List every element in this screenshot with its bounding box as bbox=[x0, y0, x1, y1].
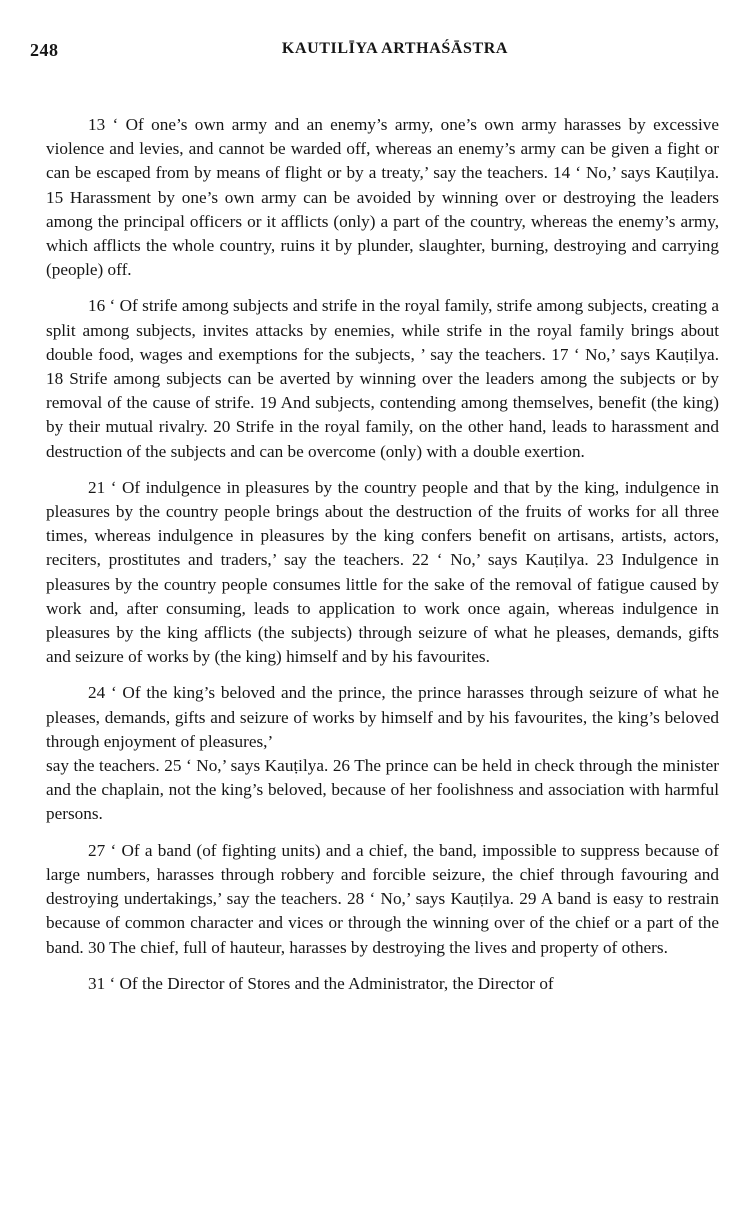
paragraph-31: 31 ‘ Of the Director of Stores and the Administrator, the Director of bbox=[88, 973, 554, 993]
page-header bbox=[30, 40, 720, 66]
running-title: KAUTILĪYA ARTHAŚĀSTRA bbox=[281, 40, 509, 57]
body-text bbox=[46, 113, 719, 996]
paragraph-24-continued: say the teachers. 25 ‘ No,’ says Kauṭilya. 26 The prince can be held in check through the minister and the chaplain, not the king’s beloved, because of her foolishness and association with harmful persons. bbox=[46, 756, 719, 824]
paragraph-16: 16 ‘ Of strife among subjects and strife in the royal family, strife among subjects, creating a split among subjects, invites attacks by enemies, while strife in the royal family brings about double food, wages and exemptions for the subjects, ’ say the teachers. 17 ‘ No,’ says Kauṭilya. 18 Strife among subjects can be averted by winning over the leaders among the subjects or by removal of the cause of strife. 19 And subjects, contending among themselves, benefit (the king) by their mutual rivalry. 20 Strife in the royal family, on the other hand, leads to harassment and destruction of the subjects and can be overcome (only) with a double exertion. bbox=[46, 296, 719, 461]
paragraph-27: 27 ‘ Of a band (of fighting units) and a chief, the band, impossible to suppress because of large numbers, harasses through robbery and forcible seizure, the chief through favouring and destroying undertakings,’ say the teachers. 28 ‘ No,’ says Kauṭilya. 29 A band is easy to restrain because of common character and vices or through the winning over of the chief or a part of the band. 30 The chief, full of hauteur, harasses by destroying the lives and property of others. bbox=[46, 840, 719, 957]
page-number: 248 bbox=[30, 40, 59, 60]
paragraph-13: 13 ‘ Of one’s own army and an enemy’s army, one’s own army harasses by excessive violence and levies, and cannot be warded off, whereas an enemy’s army can be given a fight or can be escaped from by means of flight or by a treaty,’ say the teachers. 14 ‘ No,’ says Kauṭilya. 15 Harassment by one’s own army can be avoided by winning over or destroying the leaders among the principal officers or it afflicts (only) a part of the country, whereas the enemy’s army, which afflicts the whole country, ruins it by plunder, slaughter, burning, destroying and carrying (people) off. bbox=[46, 115, 719, 280]
paragraph-24: 24 ‘ Of the king’s beloved and the prince, the prince harasses through seizure of what he pleases, demands, gifts and seizure of works by himself and by his favourites, the king’s beloved through enjoyment of pleasures,’ bbox=[46, 683, 719, 751]
paragraph-21: 21 ‘ Of indulgence in pleasures by the country people and that by the king, indulgence in pleasures by the country people brings about the destruction of the fruits of works for all three times, whereas indulgence in pleasures by the king confers benefit on artisans, artists, actors, reciters, prostitutes and traders,’ say the teachers. 22 ‘ No,’ says Kauṭilya. 23 Indulgence in pleasures by the country people consumes little for the sake of the removal of fatigue caused by work and, after consuming, leads to application to work once again, whereas indulgence in pleasures by the king afflicts (the subjects) through seizure of what he pleases, demands, gifts and seizure of works by (the king) himself and by his favourites. bbox=[46, 477, 719, 667]
